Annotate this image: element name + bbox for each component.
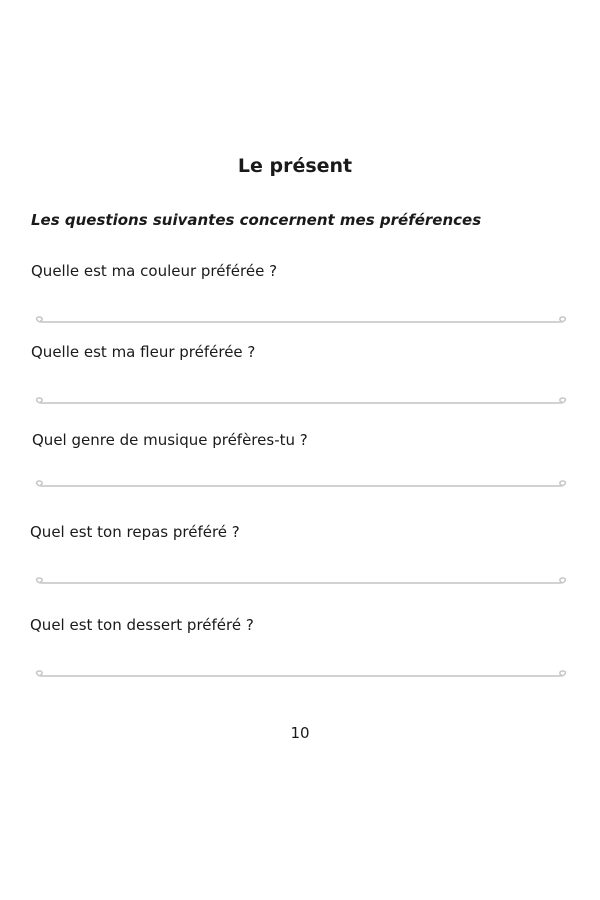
answer-line-couleur[interactable] [32, 316, 570, 328]
answer-line-dessert[interactable] [32, 670, 570, 682]
question-label-musique: Quel genre de musique préfères-tu ? [32, 431, 308, 449]
answer-line-fleur[interactable] [32, 397, 570, 409]
decorative-rule [32, 577, 570, 589]
decorative-rule [32, 316, 570, 328]
answer-line-musique[interactable] [32, 480, 570, 492]
decorative-rule [32, 397, 570, 409]
decorative-rule [32, 480, 570, 492]
question-label-repas: Quel est ton repas préféré ? [30, 523, 240, 541]
question-label-dessert: Quel est ton dessert préféré ? [30, 616, 254, 634]
answer-line-repas[interactable] [32, 577, 570, 589]
question-label-fleur: Quelle est ma fleur préférée ? [31, 343, 256, 361]
page-number: 10 [290, 724, 310, 742]
decorative-rule [32, 670, 570, 682]
question-label-couleur: Quelle est ma couleur préférée ? [31, 262, 278, 280]
page-title: Le présent [237, 155, 353, 177]
section-subtitle: Les questions suivantes concernent mes préférences [31, 211, 482, 229]
